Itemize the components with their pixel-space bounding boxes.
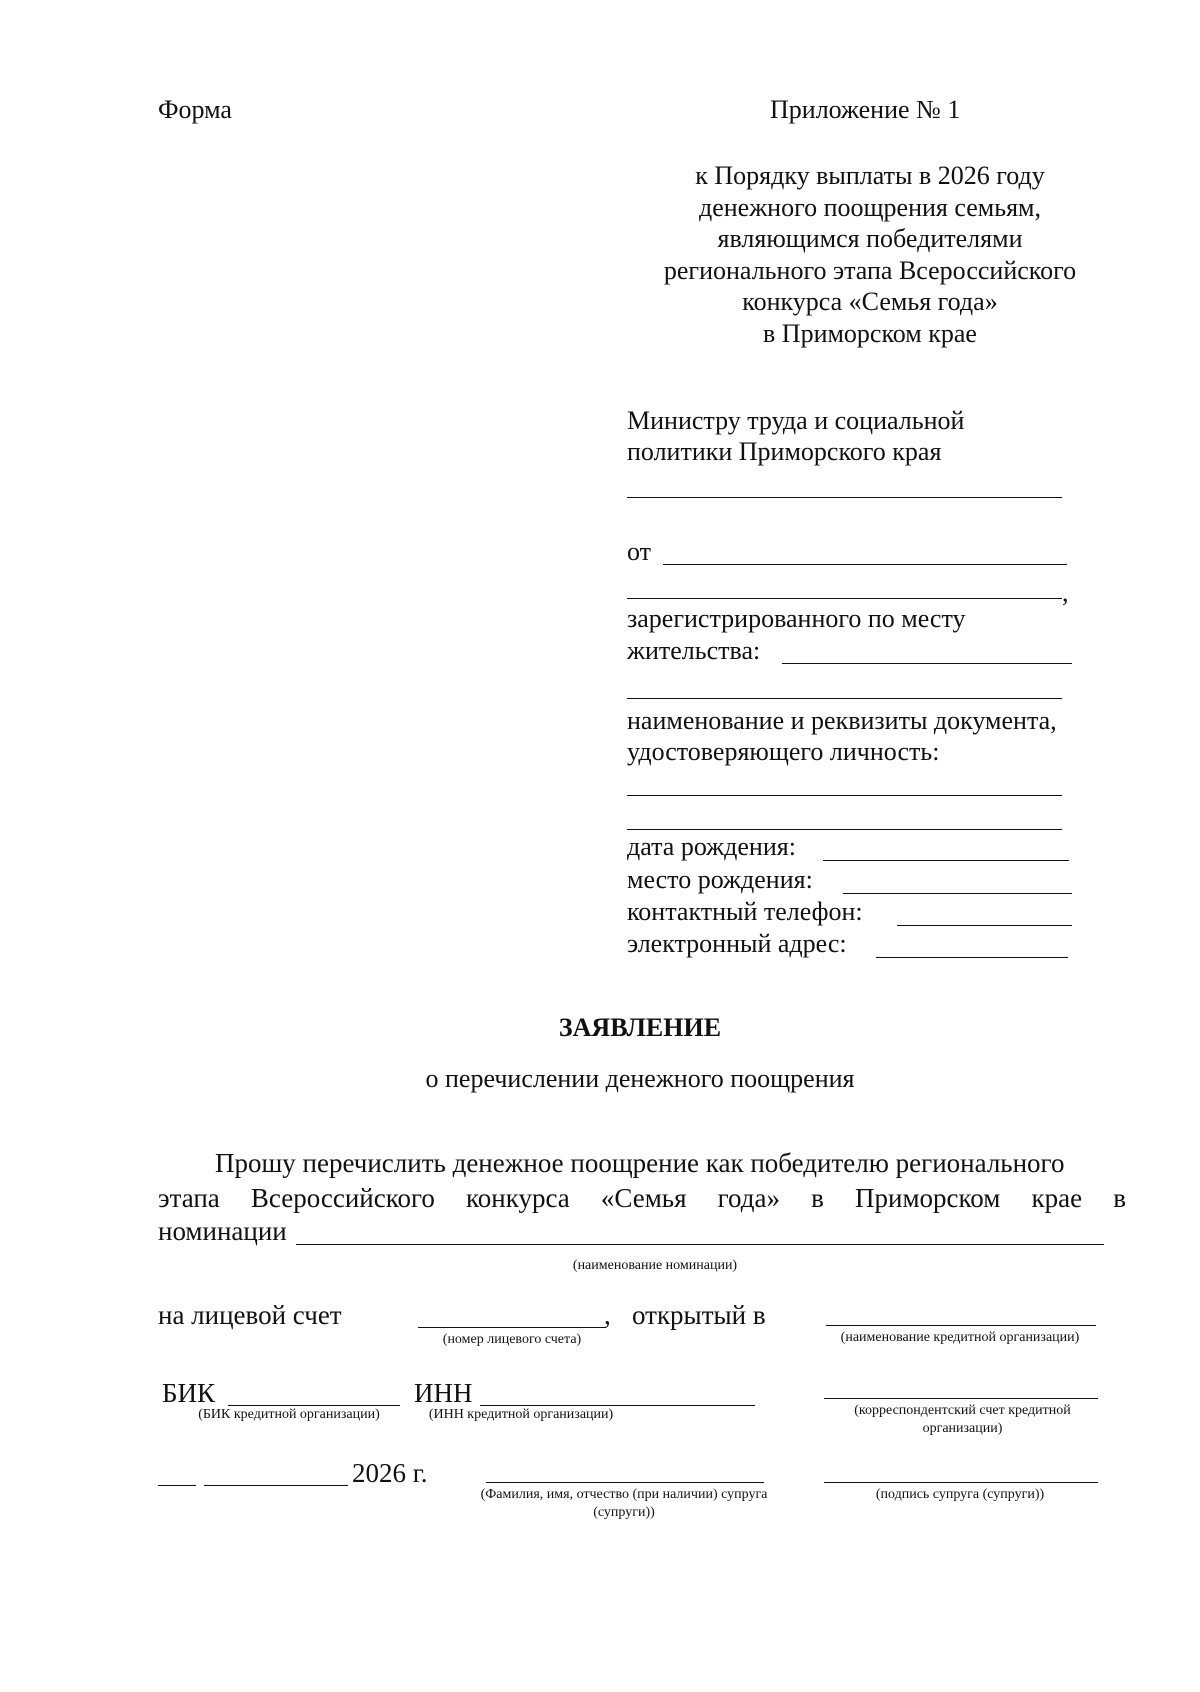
word: этапа [158,1183,220,1213]
birth-date-label: дата рождения: [627,832,796,861]
residence-field-2[interactable] [627,698,1062,699]
order-line: конкурса «Семья года» [742,287,998,316]
phone-label: контактный телефон: [627,897,863,926]
email-field[interactable] [876,957,1068,958]
document-subtitle: о перечислении денежного поощрения [425,1064,855,1093]
order-line: в Приморском крае [763,318,977,348]
nomination-field[interactable] [296,1244,1104,1245]
residence-field[interactable] [782,663,1072,664]
bank-name-field[interactable] [826,1325,1096,1326]
spouse-fio-field[interactable] [486,1482,764,1483]
nomination-caption: (наименование номинации) [572,1258,738,1273]
word: конкурса [466,1183,570,1213]
word: года» [717,1183,780,1213]
date-day-field[interactable] [158,1485,196,1486]
id-document-label-2: удостоверяющего личность: [627,737,940,766]
signature-caption: (подпись супруга (супруги)) [875,1487,1045,1502]
addressee-line: Министру труда и социальной [627,406,965,435]
request-text: Прошу перечислить денежное поощрение как победителю регионального [215,1148,1065,1178]
applicant-name-field[interactable] [663,564,1067,565]
order-line: к Порядку выплаты в 2026 году [695,161,1045,190]
id-document-field-2[interactable] [627,829,1062,830]
comma: , [1062,578,1069,607]
account-number-field[interactable] [418,1327,606,1328]
corr-account-field[interactable] [824,1398,1098,1399]
word: в [1113,1183,1126,1213]
document-title: ЗАЯВЛЕНИЕ [558,1013,722,1042]
order-line: денежного поощрения семьям, [699,192,1041,222]
id-document-label: наименование и реквизиты документа, [627,706,1057,735]
inn-label: ИНН [414,1378,473,1408]
registered-label: зарегистрированного по месту [627,604,966,633]
bank-caption: (наименование кредитной организации) [840,1330,1080,1345]
addressee-line: политики Приморского края [627,437,942,466]
email-label: электронный адрес: [627,929,847,958]
inn-caption: (ИНН кредитной организации) [428,1407,614,1422]
fio-caption: (Фамилия, имя, отчество (при наличии) супруга (супруги)) [480,1487,768,1520]
account-caption: (номер лицевого счета) [442,1332,582,1347]
birth-place-field[interactable] [843,893,1072,894]
word: Приморском [855,1183,1001,1213]
from-label: от [627,537,652,566]
word: Всероссийского [250,1183,435,1213]
word: «Семья [600,1183,687,1213]
applicant-name-field-2[interactable] [627,598,1062,599]
birth-place-label: место рождения: [627,865,813,894]
birth-date-field[interactable] [823,860,1069,861]
phone-field[interactable] [897,925,1072,926]
addressee-minister [627,405,964,467]
order-reference [620,160,1120,349]
opened-in-label: открытый в [632,1300,766,1330]
request-text-justified [158,1183,1126,1214]
corr-account-caption: (корреспондентский счет кредитной организации) [854,1403,1071,1436]
residence-label: жительства: [627,636,761,665]
nomination-label: номинации [158,1216,287,1246]
year-label: 2026 г. [352,1458,428,1488]
date-month-field[interactable] [204,1485,348,1486]
appendix-label: Приложение № 1 [770,95,961,124]
account-comma: , [604,1300,611,1330]
spouse-signature-field[interactable] [824,1482,1098,1483]
account-label: на лицевой счет [158,1300,342,1330]
minister-name-field[interactable] [627,497,1062,498]
order-line: являющимся победителями [717,224,1023,253]
bik-label: БИК [162,1378,216,1408]
bik-caption: (БИК кредитной организации) [198,1407,380,1422]
form-label: Форма [158,95,232,124]
id-document-field[interactable] [627,795,1062,796]
word: крае [1031,1183,1083,1213]
order-line: регионального этапа Всероссийского [663,255,1077,285]
word: в [811,1183,824,1213]
